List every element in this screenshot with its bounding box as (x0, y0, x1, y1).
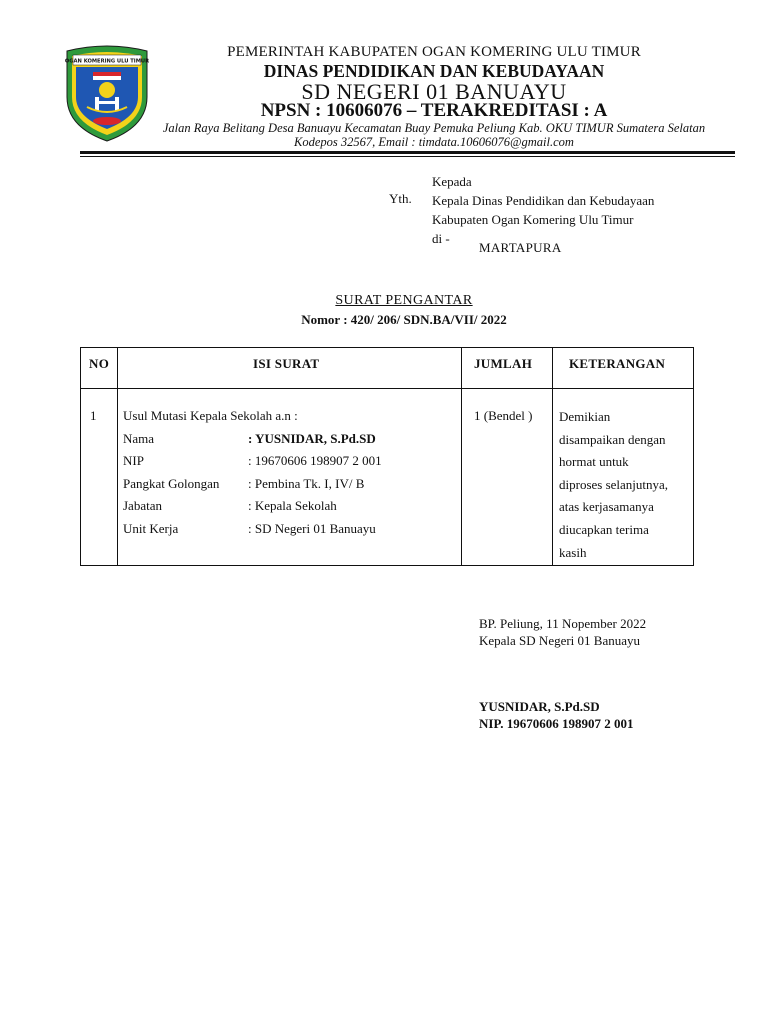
header-government: PEMERINTAH KABUPATEN OGAN KOMERING ULU TIMUR (227, 44, 641, 60)
row-intro: Usul Mutasi Kepala Sekolah a.n : (123, 408, 298, 423)
header-divider-thick (80, 151, 735, 154)
signature-name: YUSNIDAR, S.Pd.SD (479, 699, 600, 714)
recipient-city: MARTAPURA (479, 240, 562, 255)
table-divider (552, 348, 553, 565)
keterangan-line: diproses selanjutnya, (559, 476, 669, 492)
table-divider (117, 348, 118, 565)
field-label: Nama (123, 430, 155, 446)
field-row (123, 473, 458, 496)
field-value: : 19670606 198907 2 001 (248, 453, 382, 469)
header-school-name: SD NEGERI 01 BANUAYU (301, 79, 567, 104)
col-header-keterangan: KETERANGAN (569, 356, 666, 371)
field-value-name: : YUSNIDAR, S.Pd.SD (248, 430, 376, 446)
signature-place-date: BP. Peliung, 11 Nopember 2022 (479, 616, 647, 631)
keterangan-line: hormat untuk (559, 454, 629, 470)
field-row (123, 518, 458, 541)
row-jumlah: 1 (Bendel ) (474, 408, 533, 423)
col-header-no: NO (89, 356, 110, 371)
field-label: NIP (123, 453, 144, 469)
keterangan-line: Demikian (559, 409, 611, 424)
header-contact: Kodepos 32567, Email : timdata.10606076@gmail.com (294, 135, 574, 149)
recipient-line-3: di - (432, 231, 450, 246)
recipient-kepada: Kepada (432, 174, 472, 189)
letter-number: Nomor : 420/ 206/ SDN.BA/VII/ 2022 (301, 312, 507, 327)
keterangan-line: atas kerjasamanya (559, 499, 654, 515)
header-npsn: NPSN : 10606076 – TERAKREDITASI : A (260, 100, 608, 121)
header-department: DINAS PENDIDIKAN DAN KEBUDAYAAN (263, 61, 605, 81)
field-row (123, 495, 458, 518)
col-header-jumlah: JUMLAH (474, 356, 533, 371)
keterangan-line: diucapkan terima (559, 521, 649, 537)
field-label: Unit Kerja (123, 520, 179, 536)
col-header-isi: ISI SURAT (253, 356, 320, 371)
field-row (123, 450, 458, 473)
table-divider (461, 348, 462, 565)
field-row (123, 428, 458, 451)
field-value: : Pembina Tk. I, IV/ B (248, 475, 365, 491)
field-value: : Kepala Sekolah (248, 498, 337, 514)
table-header-divider (81, 388, 693, 389)
recipient-line-1: Kepala Dinas Pendidikan dan Kebudayaan (432, 193, 655, 208)
recipient-yth: Yth. (389, 191, 412, 206)
logo-banner-text: OGAN KOMERING ULU TIMUR (64, 58, 150, 65)
signature-nip: NIP. 19670606 198907 2 001 (479, 716, 634, 731)
recipient-block (432, 172, 654, 248)
row-content (123, 405, 458, 541)
field-label: Pangkat Golongan (123, 475, 220, 491)
keterangan-line: disampaikan dengan (559, 431, 666, 447)
keterangan-line: kasih (559, 544, 587, 560)
letter-title: SURAT PENGANTAR (335, 293, 473, 308)
field-label: Jabatan (123, 498, 162, 514)
letter-table (80, 347, 694, 566)
row-keterangan (559, 406, 691, 564)
header-address: Jalan Raya Belitang Desa Banuayu Kecamatan Buay Pemuka Peliung Kab. OKU TIMUR Sumatera Selatan (162, 121, 706, 135)
field-value: : SD Negeri 01 Banuayu (248, 520, 376, 536)
recipient-line-2: Kabupaten Ogan Komering Ulu Timur (432, 212, 634, 227)
row-number: 1 (90, 408, 97, 423)
header-divider-thin (80, 156, 735, 157)
signature-position: Kepala SD Negeri 01 Banuayu (479, 633, 641, 648)
